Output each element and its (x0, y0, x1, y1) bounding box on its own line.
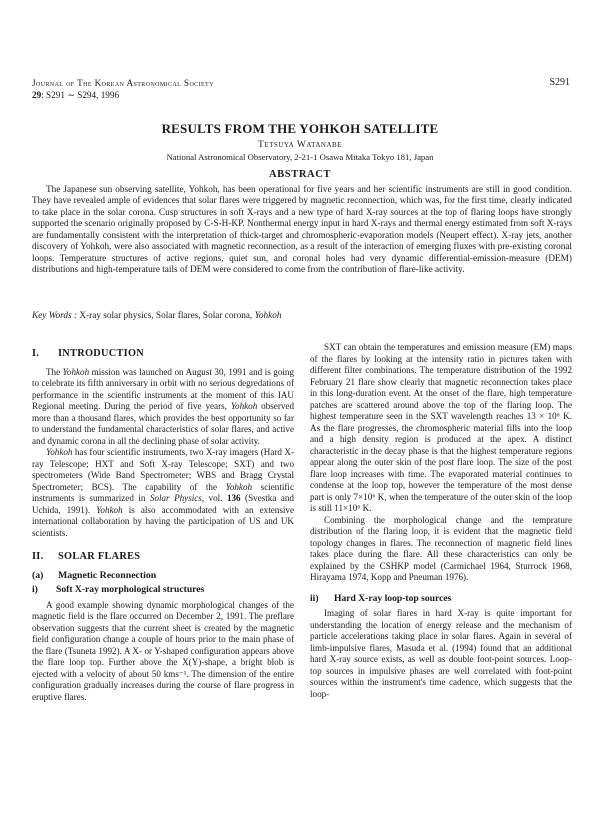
sxt-paragraph: SXT can obtain the temperatures and emission measure (EM) maps of the flares by looking at the intensity ratio in pictures taken with different filter combinations. The temperature distribution of the 1992 February 21 flare show clearly that magnetic reconnection takes place in this long-duration event. At the onset of the flare, high temperature patches are scattered around above the top of the flaring loop. The highest temperature seen in the SXT wavelength reaches 13 × 10⁶ K. As the flare progresses, the chromospheric material fills into the loop and a high density region is produced at the apex. A distinct characteristic in the decay phase is that the highest temperature regions appear along the outer skin of the post flare loop. The size of the post flare loop increases with time. The evaporated material continues to condense at the loop top, however the temperature of the most dense part is only 7×10⁶ K, when the temperature of the outer skin of the loop is still 11×10⁶ K. (310, 342, 572, 513)
author-affiliation: National Astronomical Observatory, 2-21-1 Osawa Mitaka Tokyo 181, Japan (166, 152, 434, 162)
text-run: mission was launched on August 30, 1991 and is going to celebrate its fifth anniversary in orbit with no serious degredations of performance in the scientific instruments at the moment of this IAU Regional meeting. During the period of five years, (32, 366, 294, 411)
keywords-label: Key Words : (32, 311, 78, 321)
intro-paragraph-2 (32, 447, 294, 539)
text-run: The (46, 366, 63, 377)
keywords-list: X-ray solar physics, Solar flares, Solar corona, (79, 311, 253, 321)
volume-number: 29 (32, 90, 42, 100)
italic-run: Yohkoh (230, 401, 258, 411)
text-run: observed more than a thousand flares, which provides the best opportunity so far to understand the fundamental characteristics of solar flares, and active and dynamic corona in all the declining phase of solar activity. (32, 401, 294, 446)
italic-run: Yohkoh (96, 504, 123, 515)
author-name: Tetsuya Watanabe (258, 140, 342, 150)
section-number: I. (32, 348, 40, 359)
subsubsection-label: ii) (310, 592, 319, 604)
subsubsection-title: Soft X-ray morphological structures (56, 584, 205, 595)
italic-run: Solar Physics (149, 493, 202, 503)
italic-run: Yohkoh (62, 366, 90, 377)
subsection-title: Magnetic Reconnection (58, 569, 157, 581)
intro-paragraph-1 (32, 367, 294, 448)
italic-run: Yohkoh (225, 481, 253, 492)
journal-name: Journal of The Korean Astronomical Society (32, 78, 214, 88)
section-heading-introduction (32, 348, 294, 360)
topology-paragraph: Combining the morphological change and the temprature distribution of the flaring loop, it is evident that the magnetic field topology changes in flares. The reconnection of magnetic field lines takes place during the flare. All these characteristics can only be explained by the CSHKP model (Carmichael 1964, Sturrock 1968, Hirayama 1974, Kopp and Pneuman 1976). (310, 514, 572, 582)
right-column (310, 342, 572, 700)
keywords-italic: Yohkoh (254, 311, 282, 321)
subsubsection-heading-soft-xray (32, 584, 294, 596)
italic-run: Yohkoh (46, 447, 73, 457)
bold-run: 136 (226, 493, 241, 503)
section-title: SOLAR FLARES (58, 551, 141, 562)
abstract-heading: ABSTRACT (269, 169, 331, 180)
keywords (32, 310, 572, 322)
hard-xray-paragraph: Imaging of solar flares in hard X-ray is quite important for understanding the location of energy release and the mechanism of particle accelerations taking place in solar flares. Again in several of limb-impulsive flares, Masuda et al. (1994) found that an additional hard X-ray source exists, as well as double foot-point sources. Loop-top sources in impulsive phases are well correlated with foot-point sources within the instrument's time cadence, which suggests that the loop- (310, 608, 572, 699)
running-header (32, 77, 214, 101)
text-run: is also accommodated with an extensive international collaboration by having the participation of US and UK scientists. (32, 504, 294, 538)
subsection-heading-magnetic-reconnection (32, 570, 294, 582)
page-number: S291 (549, 77, 570, 88)
section-heading-solar-flares (32, 551, 294, 563)
paper-title: RESULTS FROM THE YOHKOH SATELLITE (161, 121, 439, 136)
left-column (32, 342, 294, 703)
text-run: , vol. (201, 493, 227, 503)
section-number: II. (32, 551, 44, 562)
abstract-text: The Japanese sun observing satellite, Yohkoh, has been operational for five years and her scientific instruments are still in good condition. They have revealed ample of evidences that solar flares were triggered by magnetic reconnection, which was, for the first time, clearly indicated to take place in the solar corona. Cusp structures in soft X-rays and a new type of hard X-ray sources at the top of flaring loops have strongly supported the scenario originally proposed by C-S-H-KP. Nonthermal energy input in hard X-rays and thermal energy estimated from soft X-rays are fundamentally consistent with the interpretation of thick-target and chromospheric-evaporation models (Neupert effect). X-ray jets, another discovery of Yohkoh, were also associated with magnetic reconnection, as a result of the interaction of emerging fluxes with pre-existing coronal loops. Temperature structures of active regions, quiet sun, and coronal holes had very dynamic differential-emission-measure (DEM) distributions and high-temperature tails of DEM were considered to come from the contribution of flare-like activity. (32, 185, 572, 276)
text-run: (Svestka and Uchida, 1991). (32, 493, 294, 515)
subsection-label: (a) (32, 569, 44, 581)
subsubsection-heading-hard-xray (310, 593, 572, 605)
subsubsection-label: i) (32, 584, 38, 595)
section-title: INTRODUCTION (58, 348, 144, 359)
section-spacer (32, 539, 294, 545)
subsubsection-title: Hard X-ray loop-top sources (334, 592, 452, 604)
page-range: : S291 ∼ S294, 1996 (41, 90, 120, 100)
flares-paragraph-1: A good example showing dynamic morphological changes of the magnetic field is the flare occurred on December 2, 1991. The preflare observation suggests that the current sheet is created by the magnetic field configuration change a couple of hours prior to the main phase of the flare (Tsuneta 1992). A X- or Y-shaped configuration appears above the flare loop top. Further above the X(Y)-shape, a bright blob is ejected with a velocity of about 50 kms⁻¹. The dimension of the entire configuration gradually increases during the course of flare progress in eruptive flares. (32, 599, 294, 702)
text-run: scientific instruments is summarized in (32, 481, 294, 503)
text-run: has four scientific instruments, two X-ray imagers (Hard X-ray Telescope; HXT and Soft X-ray Telescope; SXT) and two spectrometers (Wide Band Spectrometer; WBS and Bragg Crystal Spectrometer; BCS). The capability of the (32, 447, 294, 492)
volume-line (32, 89, 214, 101)
